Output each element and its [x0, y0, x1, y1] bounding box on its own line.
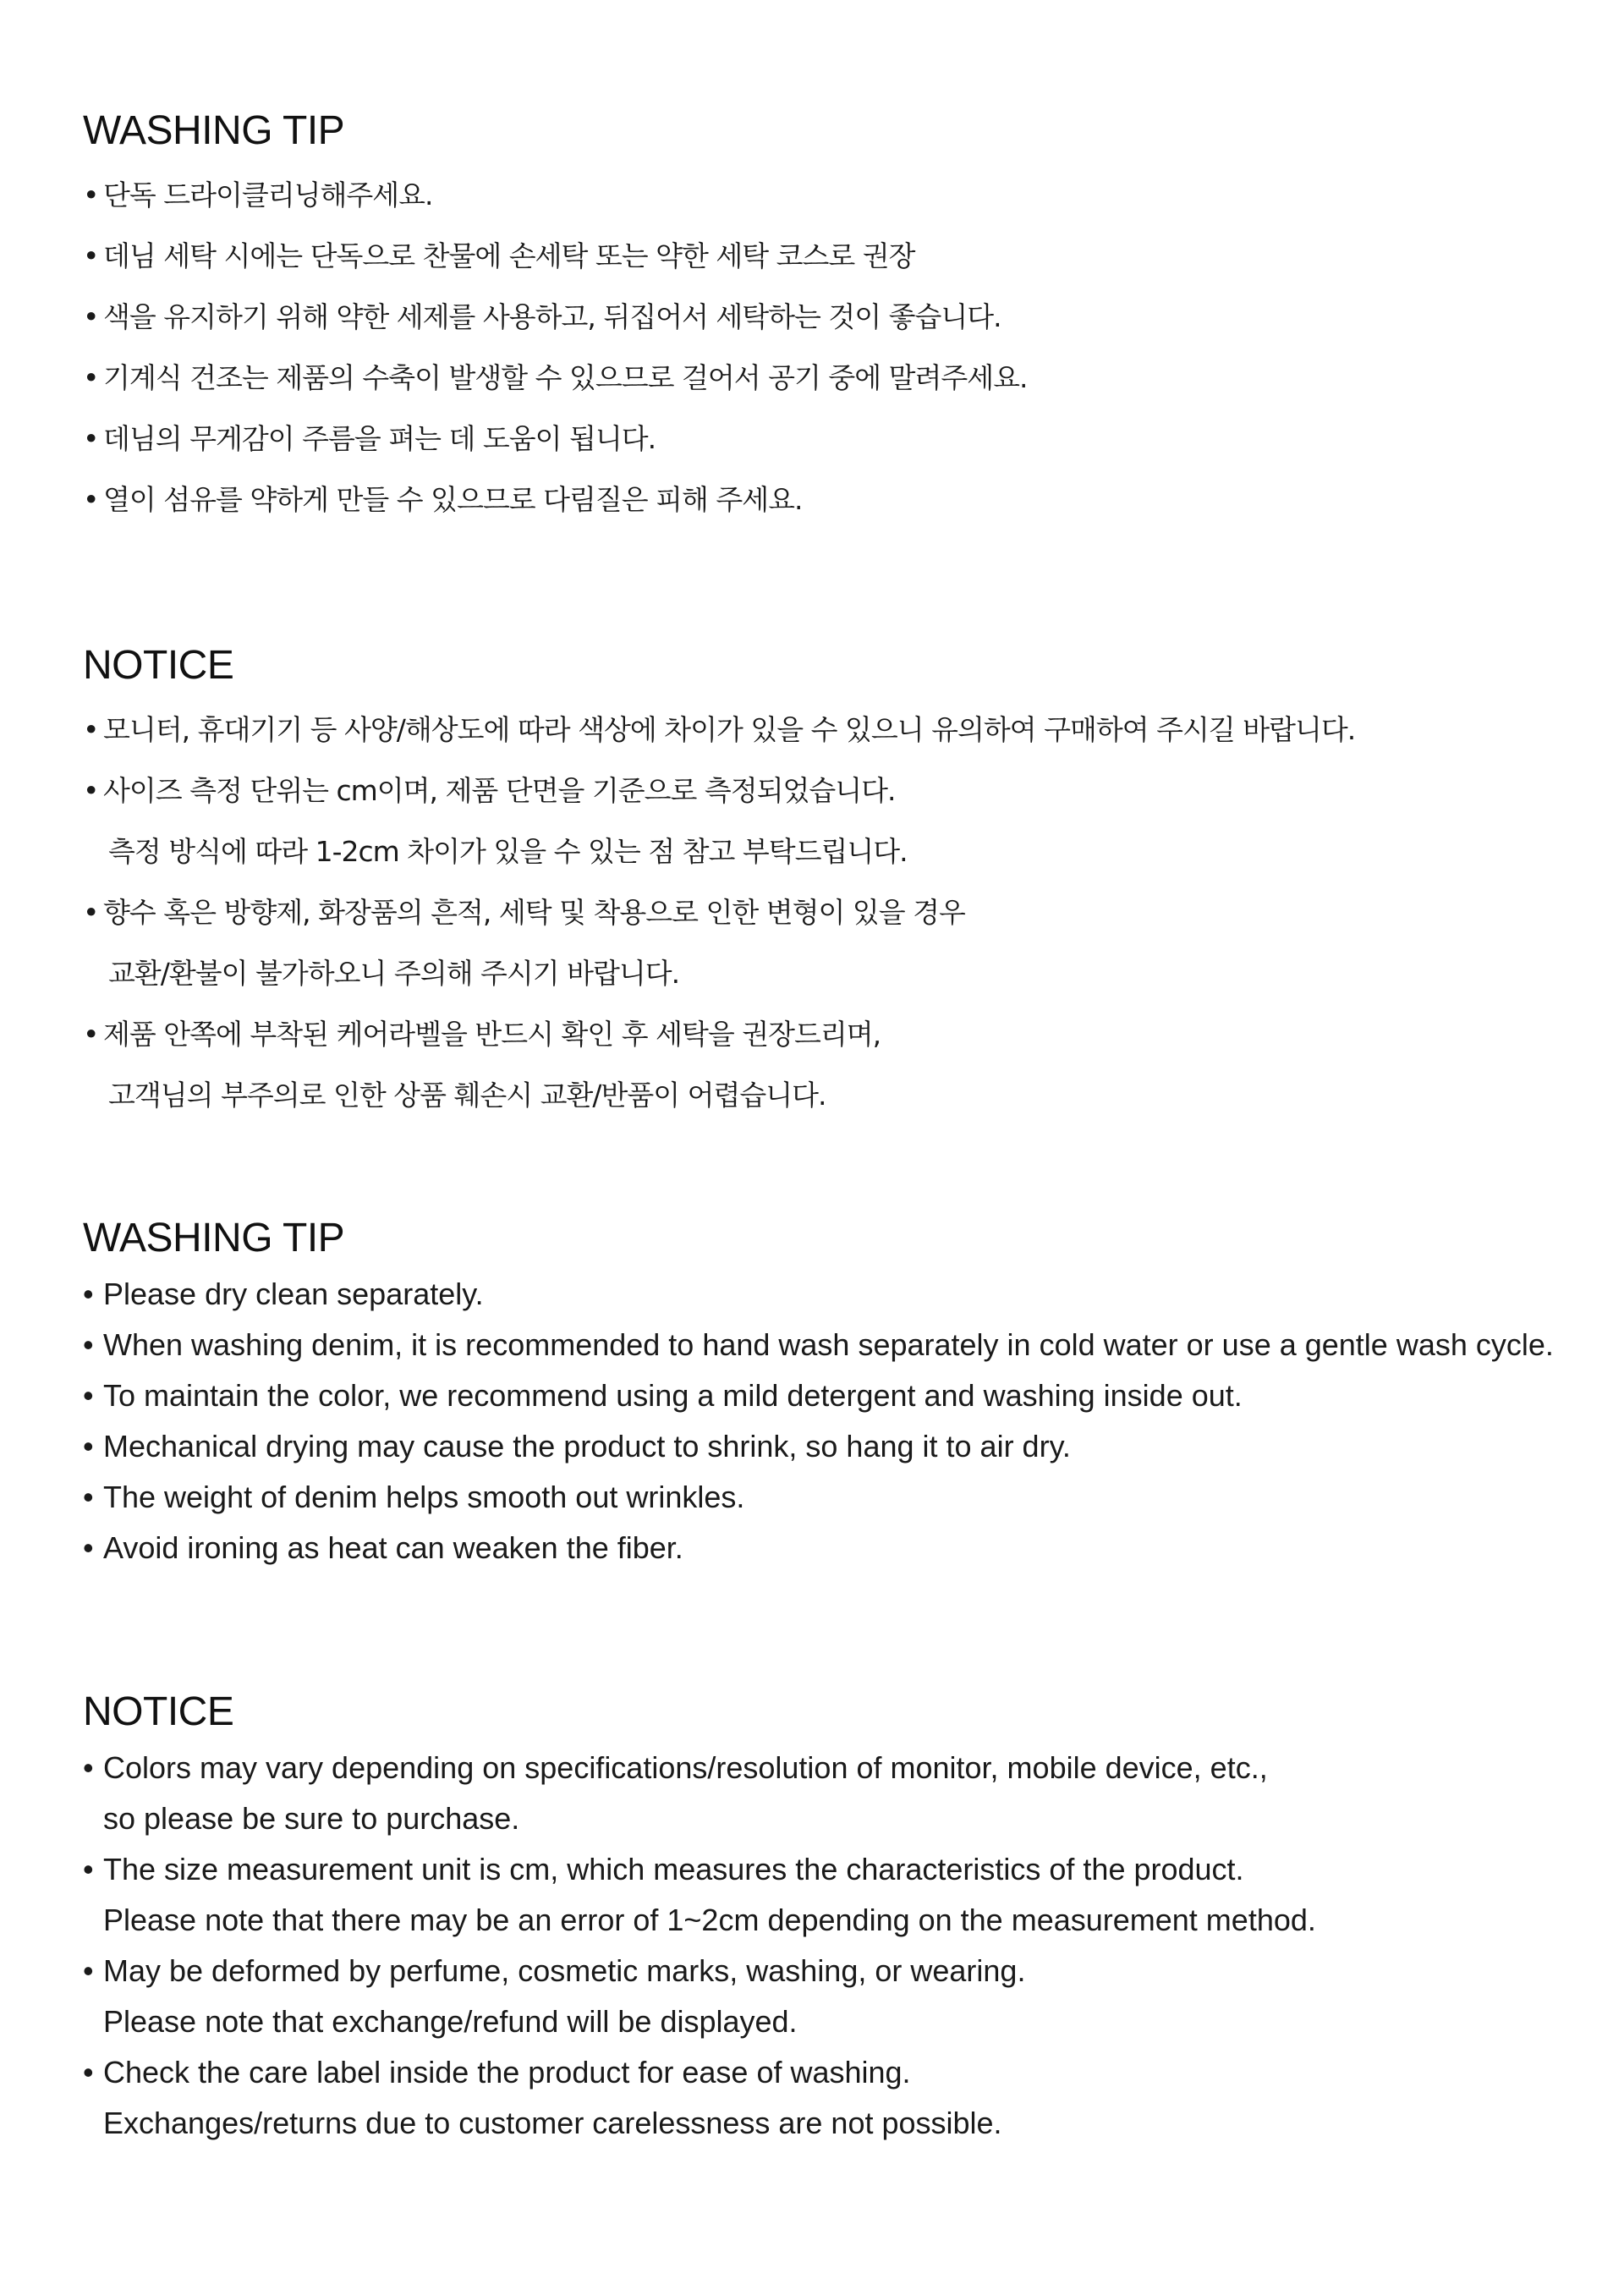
- bullet-icon: •: [83, 178, 99, 211]
- item-text-continued: Please note that exchange/refund will be displayed.: [103, 2004, 798, 2039]
- bullet-icon: •: [83, 1852, 94, 1886]
- list-item: [83, 348, 1590, 409]
- bullet-icon: •: [83, 239, 99, 272]
- item-text: To maintain the color, we recommend using a mild detergent and washing inside out.: [103, 1378, 1243, 1413]
- item-text: 색을 유지하기 위해 약한 세제를 사용하고, 뒤집어서 세탁하는 것이 좋습니다.: [103, 300, 1001, 333]
- bullet-icon: •: [83, 422, 99, 455]
- list-item: [83, 1370, 1590, 1421]
- item-text: Avoid ironing as heat can weaken the fiber.: [103, 1530, 683, 1565]
- section-title: WASHING TIP: [83, 108, 345, 153]
- item-text: Check the care label inside the product for ease of washing.: [103, 2055, 911, 2090]
- list-item: [83, 761, 1590, 882]
- list-item: [83, 2047, 1590, 2149]
- bullet-icon: •: [83, 300, 99, 333]
- item-text-continued: so please be sure to purchase.: [103, 1801, 520, 1836]
- list-item: [83, 1004, 1590, 1126]
- item-text-continued: 측정 방식에 따라 1-2cm 차이가 있을 수 있는 점 참고 부탁드립니다.: [108, 835, 908, 868]
- item-text-continued: Please note that there may be an error of 1~2cm depending on the measurement method.: [103, 1903, 1316, 1937]
- bullet-icon: •: [83, 1378, 94, 1413]
- list-item: [83, 1269, 1590, 1320]
- item-text: Colors may vary depending on specifications/resolution of monitor, mobile device, etc.,: [103, 1750, 1268, 1785]
- notice-korean-section: [83, 640, 1590, 1126]
- notice-list: [83, 700, 1590, 1126]
- list-item: [83, 1472, 1590, 1523]
- bullet-icon: •: [83, 1953, 94, 1988]
- item-text: The weight of denim helps smooth out wrinkles.: [103, 1480, 745, 1514]
- item-text: 단독 드라이클리닝해주세요.: [103, 178, 433, 211]
- item-text: May be deformed by perfume, cosmetic marks, washing, or wearing.: [103, 1953, 1026, 1988]
- section-title: NOTICE: [83, 643, 234, 688]
- item-text: 사이즈 측정 단위는 cm이며, 제품 단면을 기준으로 측정되었습니다.: [103, 774, 896, 807]
- item-text: Mechanical drying may cause the product to shrink, so hang it to air dry.: [103, 1429, 1071, 1464]
- item-text-continued: 고객님의 부주의로 인한 상품 훼손시 교환/반품이 어렵습니다.: [108, 1079, 826, 1112]
- bullet-icon: •: [83, 1750, 94, 1785]
- list-item: [83, 1421, 1590, 1472]
- item-text: 향수 혹은 방향제, 화장품의 흔적, 세탁 및 착용으로 인한 변형이 있을 경우: [103, 896, 965, 929]
- list-item: [83, 1946, 1590, 2047]
- tip-list: [83, 1269, 1590, 1573]
- notice-list: [83, 1743, 1590, 2149]
- item-text: 데님 세탁 시에는 단독으로 찬물에 손세탁 또는 약한 세탁 코스로 권장: [103, 239, 915, 272]
- bullet-icon: •: [83, 1530, 94, 1565]
- section-title: NOTICE: [83, 1689, 234, 1734]
- item-text: 모니터, 휴대기기 등 사양/해상도에 따라 색상에 차이가 있을 수 있으니 유의하여 구매하여 주시길 바랍니다.: [103, 713, 1356, 746]
- bullet-icon: •: [83, 1327, 94, 1362]
- bullet-icon: •: [83, 361, 99, 394]
- list-item: [83, 1320, 1590, 1370]
- bullet-icon: •: [83, 1277, 94, 1311]
- list-item: [83, 1523, 1590, 1573]
- bullet-icon: •: [83, 774, 99, 807]
- washing-tip-korean-section: [83, 106, 1590, 530]
- washing-tip-english-section: [83, 1213, 1590, 1573]
- list-item: [83, 287, 1590, 348]
- item-text: 기계식 건조는 제품의 수축이 발생할 수 있으므로 걸어서 공기 중에 말려주세요.: [103, 361, 1028, 394]
- item-text: 데님의 무게감이 주름을 펴는 데 도움이 됩니다.: [103, 422, 656, 455]
- list-item: [83, 409, 1590, 470]
- item-text: The size measurement unit is cm, which measures the characteristics of the product.: [103, 1852, 1244, 1886]
- notice-english-section: [83, 1687, 1590, 2149]
- item-text: Please dry clean separately.: [103, 1277, 484, 1311]
- list-item: [83, 700, 1590, 761]
- list-item: [83, 882, 1590, 1004]
- list-item: [83, 226, 1590, 287]
- list-item: [83, 165, 1590, 226]
- item-text-continued: 교환/환불이 불가하오니 주의해 주시기 바랍니다.: [108, 957, 680, 990]
- bullet-icon: •: [83, 1018, 99, 1051]
- item-text: 열이 섬유를 약하게 만들 수 있으므로 다림질은 피해 주세요.: [103, 483, 803, 516]
- section-title: WASHING TIP: [83, 1216, 345, 1260]
- list-item: [83, 1743, 1590, 1844]
- item-text: When washing denim, it is recommended to hand wash separately in cold water or use a gentle wash cycle.: [103, 1327, 1554, 1362]
- list-item: [83, 470, 1590, 530]
- bullet-icon: •: [83, 1480, 94, 1514]
- item-text: 제품 안쪽에 부착된 케어라벨을 반드시 확인 후 세탁을 권장드리며,: [103, 1018, 881, 1051]
- list-item: [83, 1844, 1590, 1946]
- bullet-icon: •: [83, 483, 99, 516]
- bullet-icon: •: [83, 1429, 94, 1464]
- bullet-icon: •: [83, 2055, 94, 2090]
- bullet-icon: •: [83, 713, 99, 746]
- item-text-continued: Exchanges/returns due to customer carelessness are not possible.: [103, 2106, 1002, 2140]
- bullet-icon: •: [83, 896, 99, 929]
- tip-list: [83, 165, 1590, 530]
